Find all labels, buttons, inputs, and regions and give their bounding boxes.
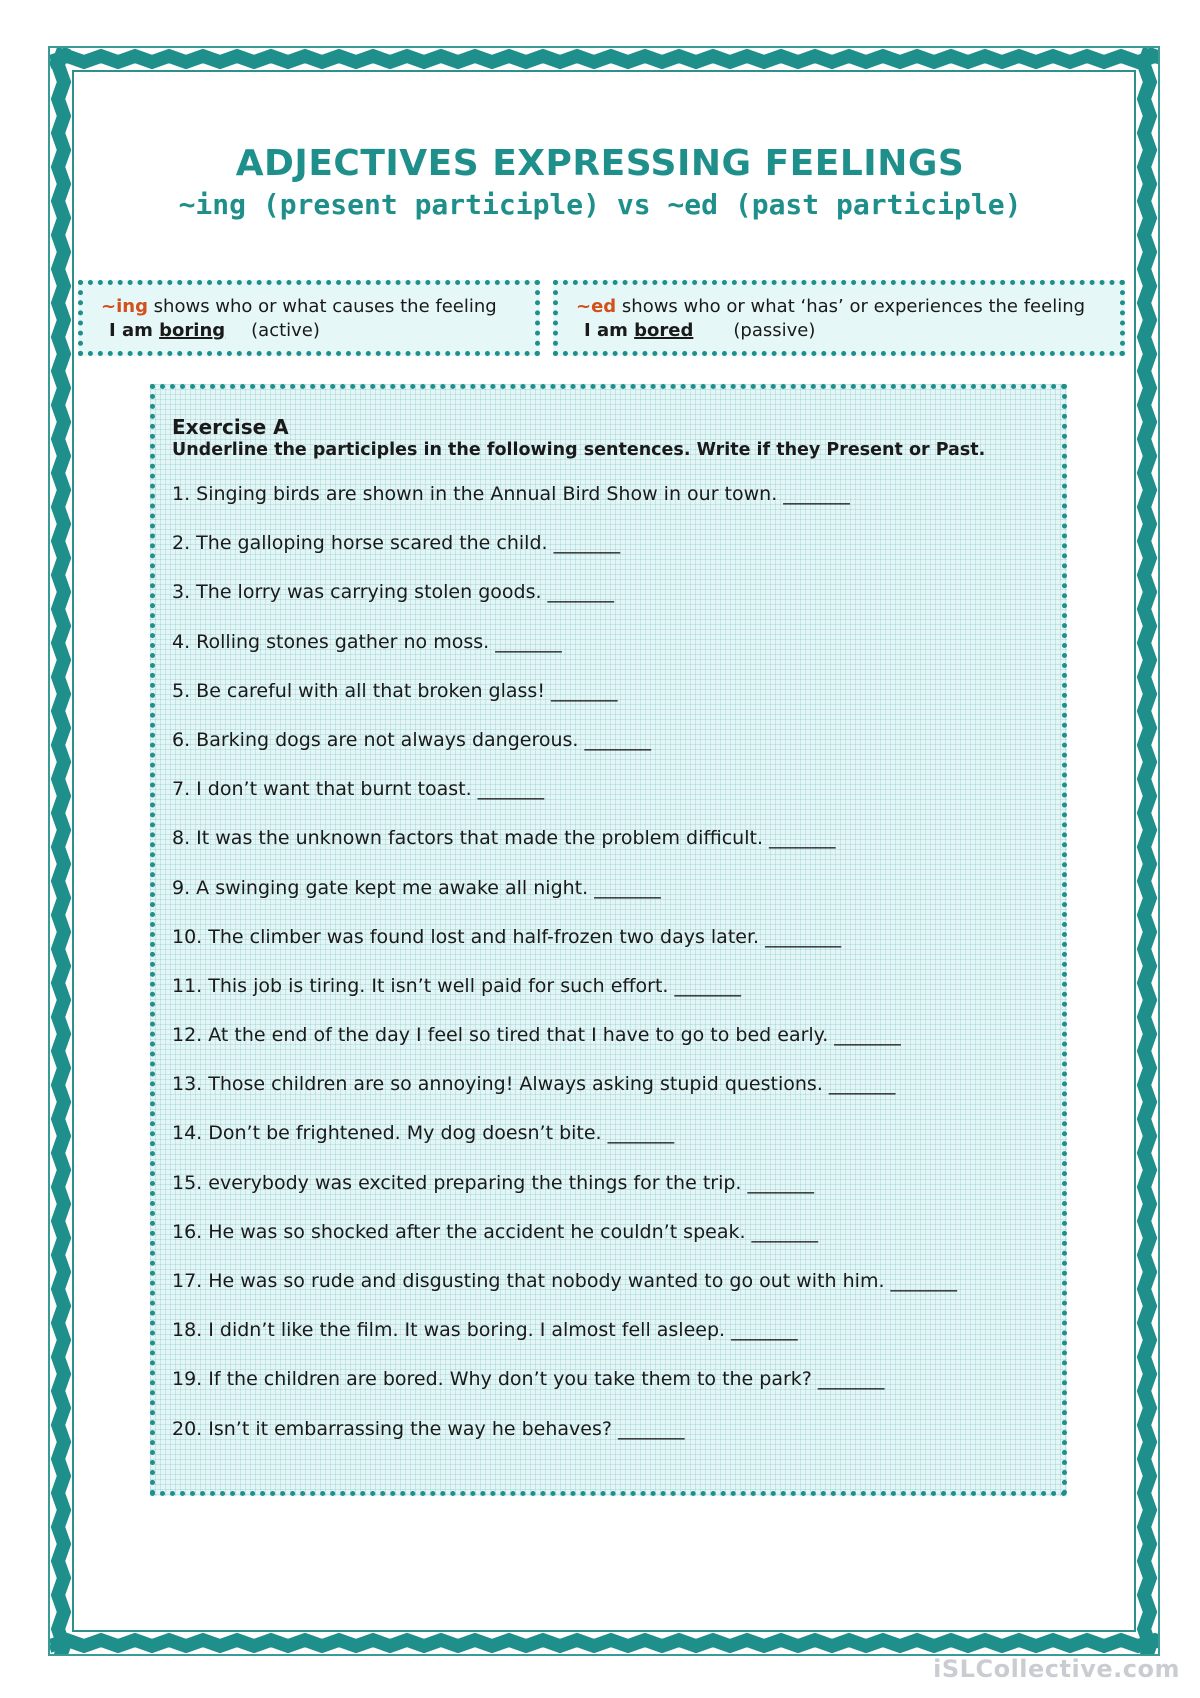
ing-example-word: boring: [159, 320, 226, 341]
sentence-item: 9. A swinging gate kept me awake all night. _______: [172, 876, 661, 899]
sentence-item: 5. Be careful with all that broken glass! _______: [172, 679, 618, 702]
zigzag-segment: [50, 1643, 1158, 1649]
exercise-instruction: Underline the participles in the following sentences. Write if they Present or Past.: [172, 440, 986, 460]
ed-example-prefix: I am: [584, 320, 635, 341]
ed-description: shows who or what ‘has’ or experiences the feeling: [616, 296, 1086, 317]
ed-example-word: bored: [634, 320, 694, 341]
sentence-item: 18. I didn’t like the film. It was boring. I almost fell asleep. _______: [172, 1319, 798, 1342]
sentence-item: 7. I don’t want that burnt toast. _______: [172, 778, 545, 801]
sentence-item: 2. The galloping horse scared the child. _______: [172, 532, 621, 555]
exercise-a-box: [150, 384, 1067, 1496]
sentence-item: 1. Singing birds are shown in the Annual Bird Show in our town. _______: [172, 483, 850, 505]
ed-suffix: ~ed: [576, 296, 617, 317]
ing-example: [101, 319, 517, 343]
sentence-item: 20. Isn’t it embarrassing the way he behaves? _______: [172, 1417, 685, 1440]
sentence-item: 6. Barking dogs are not always dangerous. _______: [172, 728, 652, 751]
ing-rule-box: [78, 280, 540, 356]
zigzag-segment: [1147, 48, 1153, 1654]
ed-rule-line: [576, 295, 1102, 319]
sentence-item: 3. The lorry was carrying stolen goods. _______: [172, 581, 615, 604]
sentence-item: 4. Rolling stones gather no moss. _______: [172, 630, 562, 653]
sentence-item: 11. This job is tiring. It isn’t well paid for such effort. _______: [172, 974, 741, 997]
sentence-item: 8. It was the unknown factors that made the problem difficult. _______: [172, 827, 836, 850]
sentence-item: 12. At the end of the day I feel so tired that I have to go to bed early. _______: [172, 1024, 901, 1047]
sentence-item: 15. everybody was excited preparing the things for the trip. _______: [172, 1171, 814, 1194]
sentence-item: 13. Those children are so annoying! Always asking stupid questions. _______: [172, 1073, 896, 1096]
site-watermark: iSLCollective.com: [933, 1655, 1180, 1683]
ed-example: [576, 319, 1102, 343]
sentence-item: 19. If the children are bored. Why don’t you take them to the park? _______: [172, 1368, 885, 1391]
zigzag-segment: [50, 59, 1158, 65]
ing-description: shows who or what causes the feeling: [147, 296, 497, 317]
exercise-title: Exercise A: [172, 415, 289, 439]
ed-rule-box: [553, 280, 1125, 356]
ing-example-note: (active): [251, 320, 320, 341]
sentence-item: 10. The climber was found lost and half-frozen two days later. ________: [172, 925, 842, 948]
ing-example-prefix: I am: [109, 320, 160, 341]
sentence-item: 16. He was so shocked after the accident he couldn’t speak. _______: [172, 1220, 819, 1243]
sentence-item: 17. He was so rude and disgusting that nobody wanted to go out with him. _______: [172, 1270, 958, 1292]
sentence-item: 14. Don’t be frightened. My dog doesn’t bite. _______: [172, 1122, 675, 1145]
sentence-list: [172, 482, 957, 1466]
ed-example-note: (passive): [733, 320, 816, 341]
zigzag-segment: [61, 48, 67, 1654]
ing-suffix: ~ing: [101, 296, 148, 317]
page-title: ADJECTIVES EXPRESSING FEELINGS: [235, 143, 965, 184]
ing-rule-line: [101, 295, 517, 319]
page-subtitle: ~ing (present participle) vs ~ed (past participle): [178, 188, 1022, 221]
